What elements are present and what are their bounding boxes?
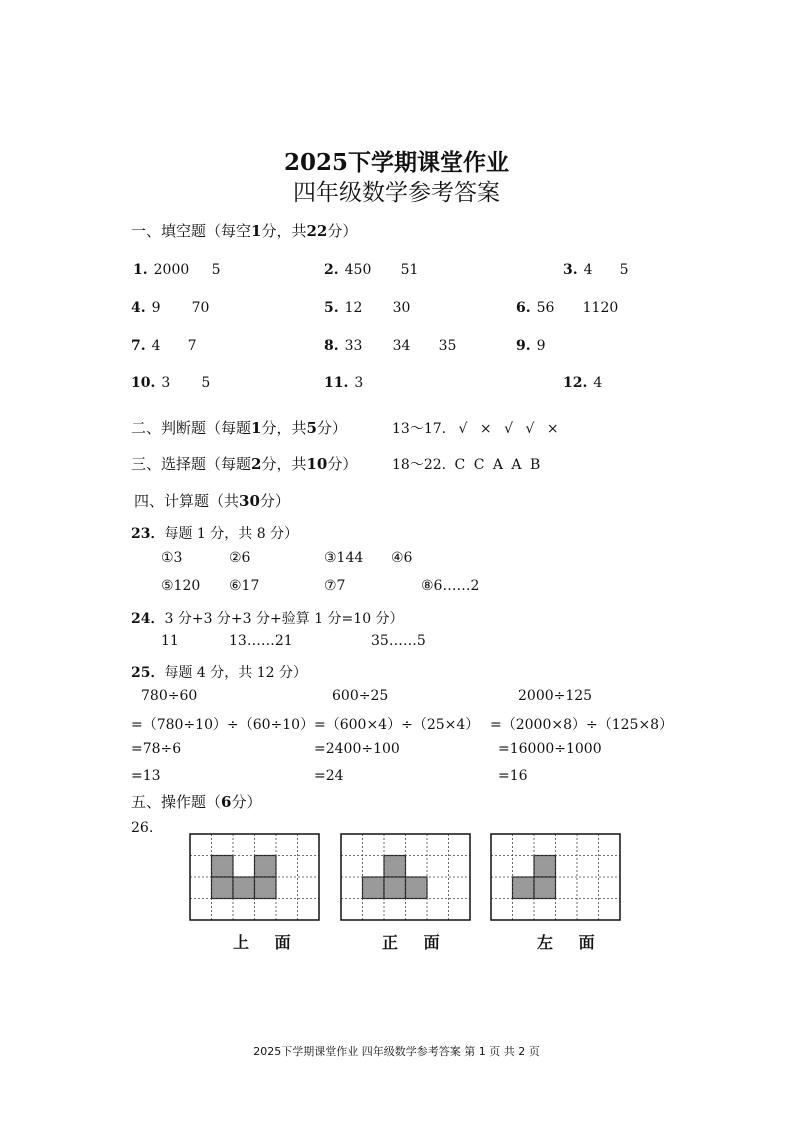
q24-answer-1: 11 xyxy=(161,633,179,649)
shaded-square xyxy=(406,877,428,899)
shaded-square xyxy=(384,877,406,899)
page-subtitle: 四年级数学参考答案 xyxy=(293,180,500,206)
fill-item-9: 9. 9 xyxy=(516,338,546,354)
page-title: 2025下学期课堂作业 xyxy=(283,149,509,176)
shaded-square xyxy=(363,877,385,899)
q23-header: 23．每题 1 分，共 8 分） xyxy=(131,526,299,542)
top-view-label: 上 面 xyxy=(233,933,301,952)
choice-answers: 18～22. C C A A B xyxy=(392,457,541,473)
left-view-grid xyxy=(490,833,622,923)
q25-col2-line2: =（600×4）÷（25×4） xyxy=(314,717,480,733)
fill-item-3: 3. 4 5 xyxy=(563,262,629,278)
q25-col2-line1: 600÷25 xyxy=(332,688,389,704)
fill-item-6: 6. 56 1120 xyxy=(516,300,619,316)
q23-answer-1: ①3 xyxy=(161,550,183,566)
q23-answer-3: ③144 xyxy=(324,550,364,566)
fill-item-10: 10. 3 5 xyxy=(131,375,211,391)
q25-col1-line1: 780÷60 xyxy=(141,688,198,704)
fill-item-7: 7. 4 7 xyxy=(131,338,197,354)
front-view-grid xyxy=(340,833,472,923)
shaded-square xyxy=(513,877,535,899)
q24-answer-2: 13……21 xyxy=(229,633,293,649)
q23-answer-8: ⑧6……2 xyxy=(421,578,480,594)
section2-heading: 二、判断题（每题1分，共5分） xyxy=(131,419,347,437)
fill-item-8: 8. 33 34 35 xyxy=(324,338,457,354)
judge-answers: 13～17. √ × √ √ × xyxy=(392,421,559,437)
shaded-square xyxy=(534,856,556,878)
q25-col1-line4: =13 xyxy=(131,768,161,784)
q25-header: 25．每题 4 分，共 12 分） xyxy=(131,665,308,681)
shaded-square xyxy=(212,856,234,878)
shaded-square xyxy=(212,877,234,899)
fill-item-12: 12. 4 xyxy=(563,375,603,391)
shaded-square xyxy=(384,856,406,878)
q25-col1-line3: =78÷6 xyxy=(131,741,182,757)
q25-col2-line4: =24 xyxy=(314,768,344,784)
shaded-square xyxy=(233,877,255,899)
fill-item-2: 2. 450 51 xyxy=(324,262,419,278)
fill-item-5: 5. 12 30 xyxy=(324,300,411,316)
shaded-square xyxy=(255,856,277,878)
shaded-square xyxy=(255,877,277,899)
section4-heading: 四、计算题（共30分） xyxy=(134,492,290,510)
q25-col3-line4: =16 xyxy=(498,768,528,784)
shaded-square xyxy=(534,877,556,899)
q23-answer-2: ②6 xyxy=(229,550,251,566)
fill-item-11: 11. 3 xyxy=(324,375,364,391)
fill-item-1: 1. 2000 5 xyxy=(133,262,221,278)
page-footer: 2025下学期课堂作业 四年级数学参考答案 第 1 页 共 2 页 xyxy=(253,1045,540,1058)
front-view-label: 正 面 xyxy=(382,933,450,952)
section1-heading: 一、填空题（每空1分，共22分） xyxy=(131,222,358,240)
q24-answer-3: 35……5 xyxy=(371,633,426,649)
q23-answer-4: ④6 xyxy=(391,550,413,566)
section3-heading: 三、选择题（每题2分，共10分） xyxy=(131,455,358,473)
q23-answer-7: ⑦7 xyxy=(324,578,346,594)
q25-col2-line3: =2400÷100 xyxy=(314,741,400,757)
q26-label: 26. xyxy=(131,820,154,836)
left-view-label: 左 面 xyxy=(537,933,605,952)
q25-col1-line2: =（780÷10）÷（60÷10） xyxy=(131,717,315,733)
q25-col3-line3: =16000÷1000 xyxy=(498,741,602,757)
top-view-grid xyxy=(189,833,321,923)
q24-header: 24．3 分+3 分+3 分+验算 1 分=10 分） xyxy=(131,611,404,627)
q23-answer-6: ⑥17 xyxy=(229,578,260,594)
q25-col3-line2: =（2000×8）÷（125×8） xyxy=(490,717,674,733)
q23-answer-5: ⑤120 xyxy=(161,578,201,594)
fill-item-4: 4. 9 70 xyxy=(131,300,210,316)
section5-heading: 五、操作题（6分） xyxy=(131,793,262,811)
q25-col3-line1: 2000÷125 xyxy=(518,688,593,704)
